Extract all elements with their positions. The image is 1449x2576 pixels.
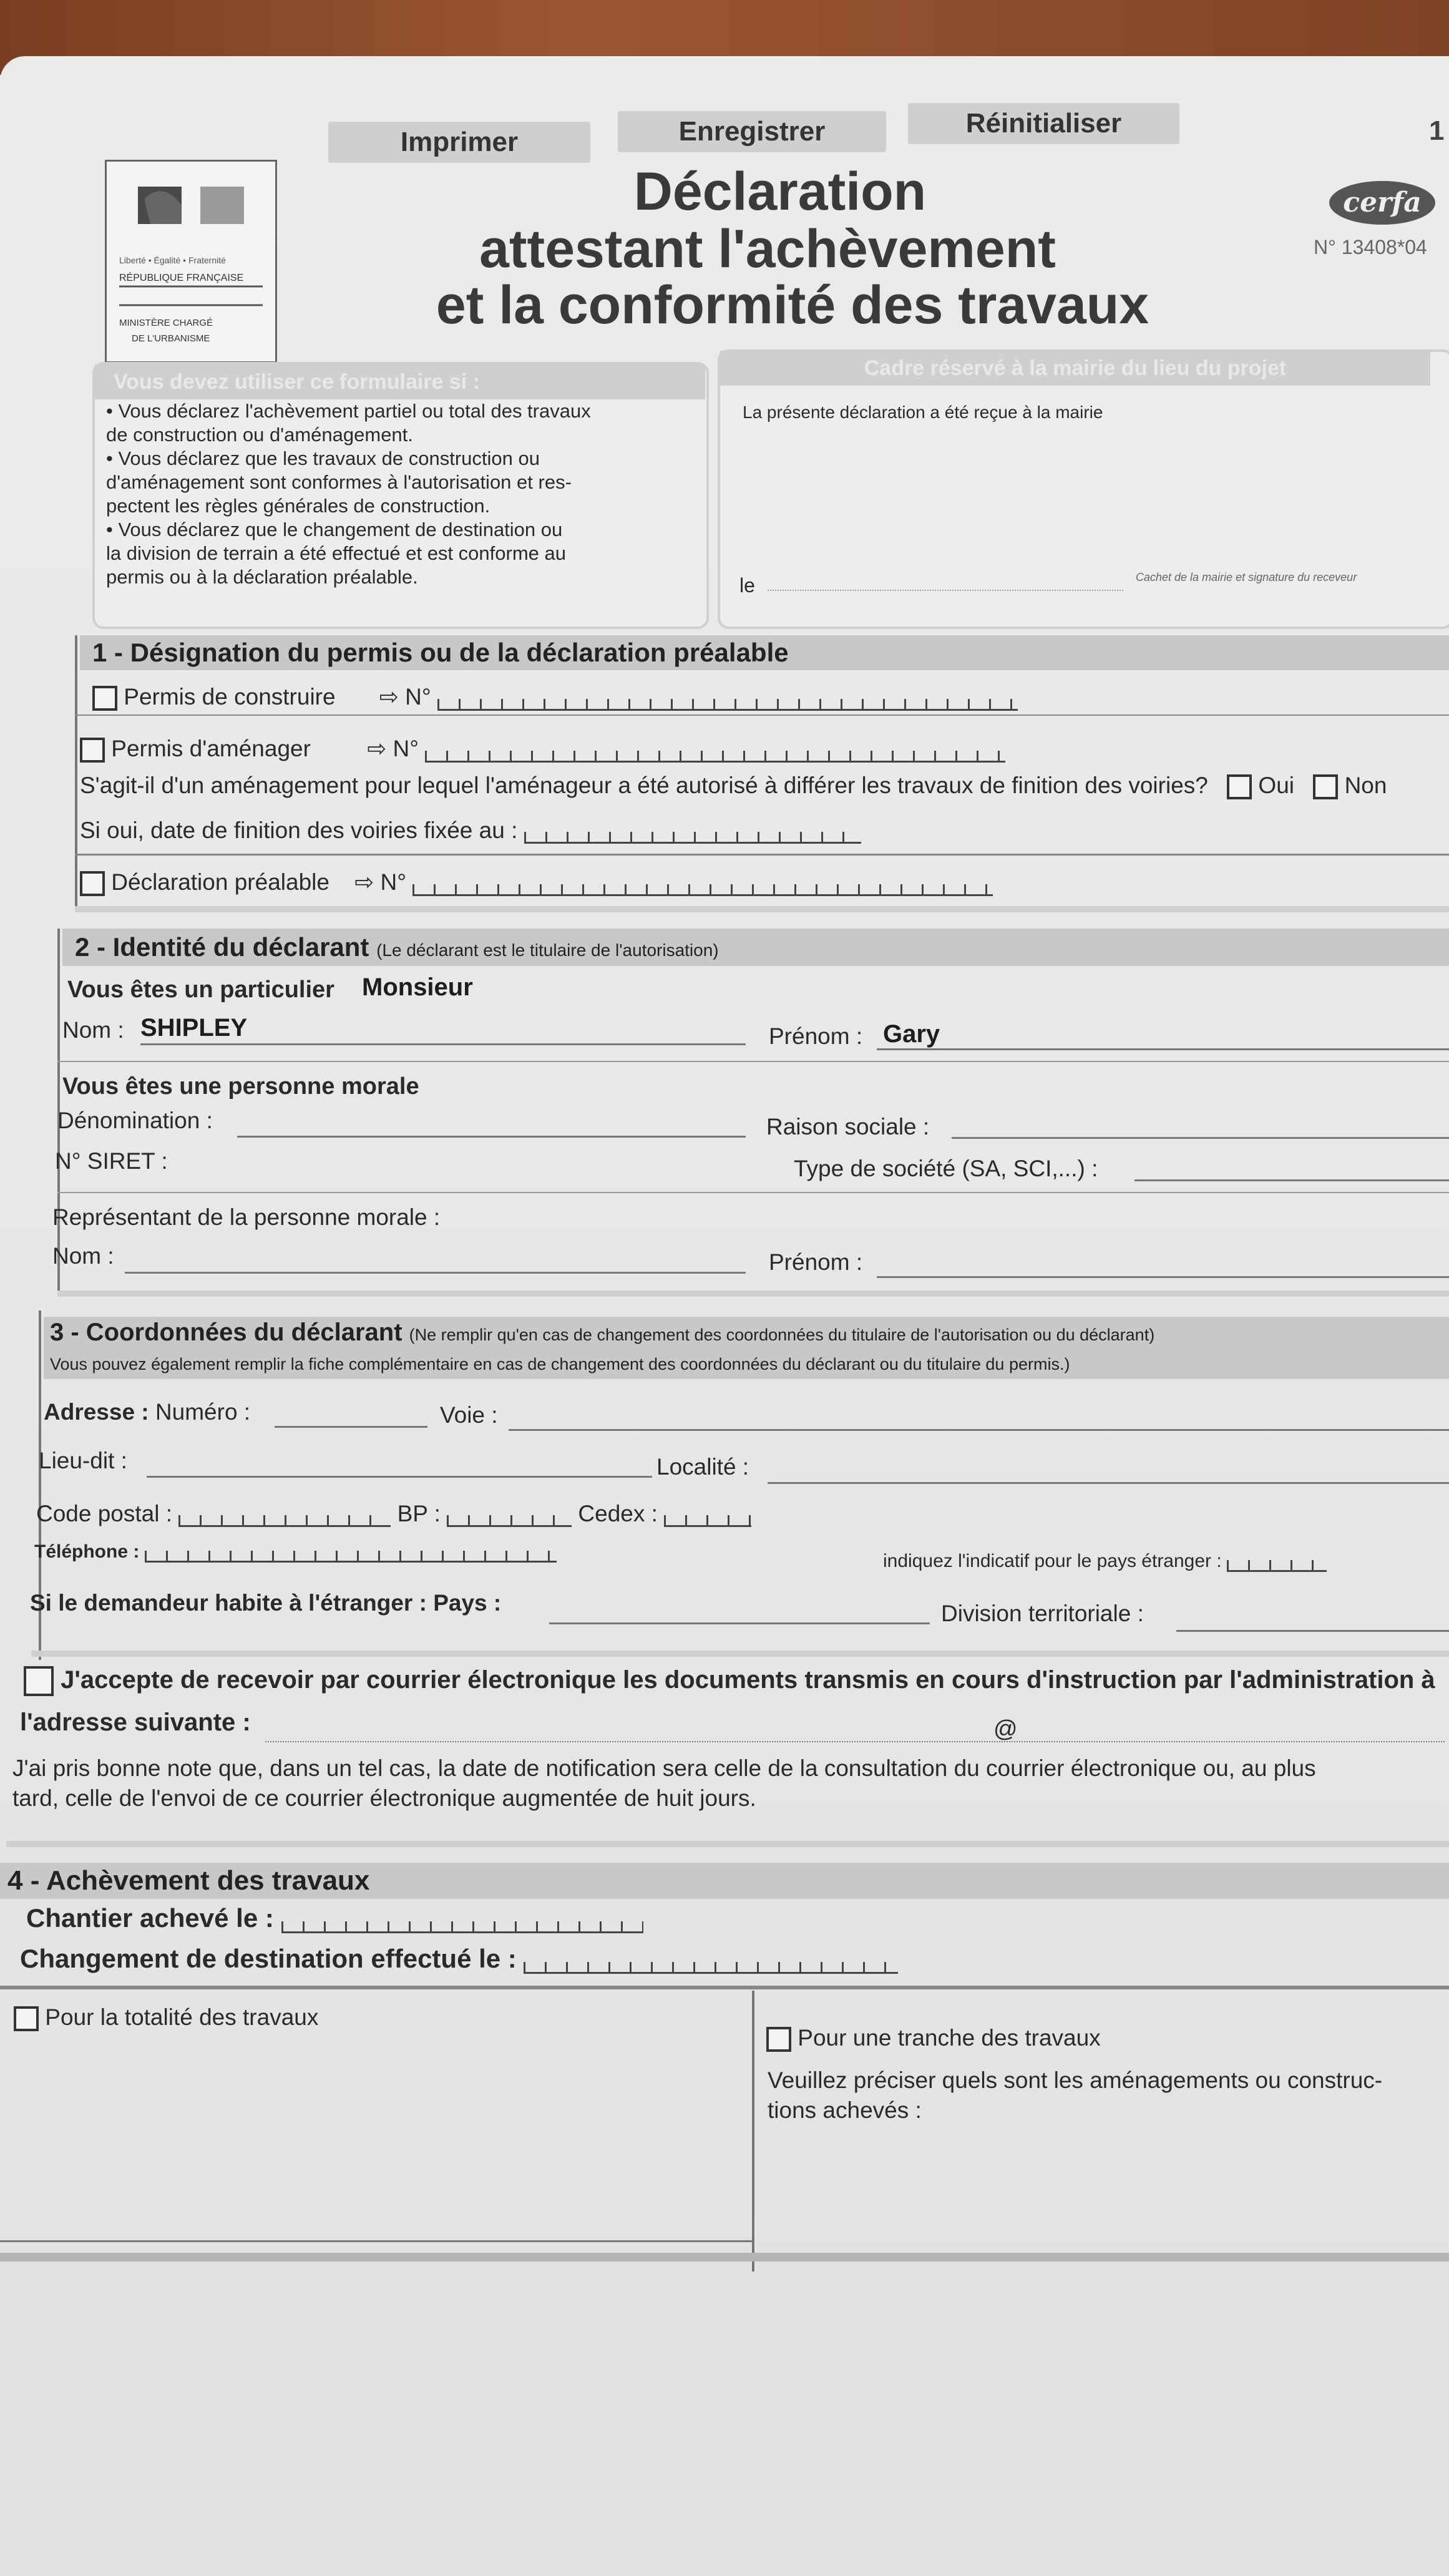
form-title-line3: et la conformité des travaux xyxy=(436,275,1149,335)
page-number: 1 xyxy=(1429,115,1445,146)
non-label: Non xyxy=(1344,773,1387,798)
oui-label: Oui xyxy=(1258,773,1294,798)
cerfa-number: N° 13408*04 xyxy=(1314,236,1427,258)
differer-question: S'agit-il d'un aménagement pour lequel l'aménageur a été autorisé à différer les travaux de finition des voiries? xyxy=(80,773,1208,798)
mairie-date-label: le xyxy=(739,574,755,597)
permis-construire-number-field[interactable] xyxy=(437,699,1018,711)
localite-line[interactable] xyxy=(768,1482,1449,1484)
tranche-instructions-line1: Veuillez préciser quels sont les aménagements ou construc- xyxy=(768,2067,1383,2093)
nom-value[interactable]: SHIPLEY xyxy=(140,1014,248,1042)
bp-field[interactable] xyxy=(447,1515,572,1527)
mairie-panel xyxy=(718,349,1449,629)
section1-title: 1 - Désignation du permis ou de la déclaration préalable xyxy=(80,635,1449,670)
divider xyxy=(75,854,1449,856)
prenom-label: Prénom : xyxy=(769,1023,863,1049)
rep-prenom-label: Prénom : xyxy=(769,1249,863,1275)
changement-row xyxy=(20,1944,898,1974)
permis-amenager-label: Permis d'aménager xyxy=(111,736,311,761)
chantier-acheve-row xyxy=(26,1903,643,1933)
section2-bottom-rule xyxy=(57,1290,1449,1297)
tranche-instructions-line2: tions achevés : xyxy=(768,2097,922,2123)
codepostal-row xyxy=(36,1501,751,1527)
civility-value: Monsieur xyxy=(362,973,473,1001)
mairie-received-text: La présente déclaration a été reçue à la mairie xyxy=(743,402,1103,422)
permis-amenager-checkbox[interactable] xyxy=(80,738,105,763)
usage-panel-heading: Vous devez utiliser ce formulaire si : xyxy=(95,364,705,399)
permis-construire-checkbox[interactable] xyxy=(92,686,117,711)
usage-bullet-4: d'aménagement sont conformes à l'autorisation et res- xyxy=(106,471,572,493)
section3-note2: Vous pouvez également remplir la fiche complémentaire en cas de changement des coordonnées du déclarant ou du titulaire du permis.) xyxy=(50,1355,1070,1373)
usage-bullet-2: de construction ou d'aménagement. xyxy=(106,424,413,446)
email-notice xyxy=(12,1754,1316,1813)
prenom-line xyxy=(877,1048,1449,1050)
email-notice-line1: J'ai pris bonne note que, dans un tel cas, la date de notification sera celle de la consultation du courrier électronique ou, au plus xyxy=(12,1755,1316,1781)
logo-ministry-2: DE L'URBANISME xyxy=(132,333,210,344)
etranger-label: Si le demandeur habite à l'étranger : Pays : xyxy=(30,1590,502,1616)
finition-date-row xyxy=(80,817,861,844)
nom-label: Nom : xyxy=(62,1017,124,1043)
differer-question-row xyxy=(80,773,1387,799)
non-checkbox[interactable] xyxy=(1313,774,1338,799)
section3-bottom-rule xyxy=(31,1651,1449,1657)
email-consent-text: J'accepte de recevoir par courrier électronique les documents transmis en cours d'instruction par l'administration à xyxy=(61,1666,1435,1694)
permis-construire-row[interactable] xyxy=(92,683,1018,711)
finition-date-field[interactable] xyxy=(524,832,861,844)
logo-republic: RÉPUBLIQUE FRANÇAISE xyxy=(119,273,244,283)
declaration-number-field[interactable] xyxy=(412,884,993,896)
bp-label: BP : xyxy=(397,1501,441,1526)
changement-date-field[interactable] xyxy=(524,1962,898,1974)
arrow-number-label: ⇨ N° xyxy=(367,736,419,761)
email-address-label: l'adresse suivante : xyxy=(20,1709,251,1736)
telephone-field[interactable] xyxy=(145,1551,557,1563)
type-societe-label: Type de société (SA, SCI,...) : xyxy=(794,1156,1098,1181)
totalite-checkbox[interactable] xyxy=(14,2006,39,2031)
changement-label: Changement de destination effectué le : xyxy=(20,1944,517,1973)
particulier-label: Vous êtes un particulier xyxy=(67,977,334,1003)
mairie-stamp-text: Cachet de la mairie et signature du receveur xyxy=(1136,571,1357,583)
usage-bullet-3: • Vous déclarez que les travaux de construction ou xyxy=(106,447,540,469)
tranche-label: Pour une tranche des travaux xyxy=(798,2025,1101,2051)
print-button[interactable]: Imprimer xyxy=(328,122,590,163)
arrow-number-label: ⇨ N° xyxy=(354,869,407,895)
localite-label: Localité : xyxy=(656,1454,749,1480)
denomination-line[interactable] xyxy=(237,1136,746,1138)
divider xyxy=(57,1192,1449,1193)
divider xyxy=(0,2240,752,2242)
oui-checkbox[interactable] xyxy=(1227,774,1252,799)
arrow-number-label: ⇨ N° xyxy=(379,684,431,710)
indicatif-label: indiquez l'indicatif pour le pays étranger : xyxy=(883,1551,1222,1571)
tranche-checkbox[interactable] xyxy=(766,2027,791,2052)
adresse-row xyxy=(44,1399,250,1425)
republic-logo xyxy=(105,160,277,363)
section2-title-bar xyxy=(62,929,1449,966)
section1-bottom-rule xyxy=(75,906,1449,912)
denomination-label: Dénomination : xyxy=(57,1108,213,1133)
division-line[interactable] xyxy=(1176,1630,1449,1632)
cedex-field[interactable] xyxy=(664,1515,751,1527)
lieudit-line[interactable] xyxy=(147,1476,652,1478)
indicatif-field[interactable] xyxy=(1227,1560,1327,1572)
finition-date-label: Si oui, date de finition des voiries fixée au : xyxy=(80,817,518,843)
section4-bottom-rule xyxy=(0,2253,1449,2261)
declaration-prealable-checkbox[interactable] xyxy=(80,871,105,896)
form-title-line1: Déclaration xyxy=(633,162,927,222)
usage-bullet-1: • Vous déclarez l'achèvement partiel ou total des travaux xyxy=(106,400,591,422)
section4-column-divider xyxy=(752,1991,754,2271)
numero-line[interactable] xyxy=(275,1426,427,1428)
section1-left-border xyxy=(75,635,77,910)
cerfa-logo: cerfa xyxy=(1329,181,1435,225)
permis-construire-label: Permis de construire xyxy=(124,684,336,710)
type-societe-line[interactable] xyxy=(1134,1179,1449,1181)
logo-ministry-1: MINISTÈRE CHARGÉ xyxy=(119,318,213,328)
section4-title: 4 - Achèvement des travaux xyxy=(0,1863,1449,1899)
section2-title: 2 - Identité du déclarant xyxy=(75,932,369,962)
cedex-label: Cedex : xyxy=(578,1501,658,1526)
prenom-value[interactable]: Gary xyxy=(883,1020,940,1048)
email-consent-checkbox[interactable] xyxy=(24,1666,54,1696)
totalite-label: Pour la totalité des travaux xyxy=(45,2004,319,2030)
email-consent-row[interactable] xyxy=(24,1666,1435,1696)
divider xyxy=(57,1061,1449,1062)
permis-amenager-row[interactable] xyxy=(80,735,1005,763)
usage-bullet-8: permis ou à la déclaration préalable. xyxy=(106,566,418,588)
personne-morale-label: Vous êtes une personne morale xyxy=(62,1073,419,1100)
voie-label: Voie : xyxy=(440,1402,498,1428)
totalite-row[interactable] xyxy=(14,2004,318,2031)
voie-line[interactable] xyxy=(509,1429,1449,1431)
usage-bullet-6: • Vous déclarez que le changement de destination ou xyxy=(106,519,563,540)
numero-label: Numéro : xyxy=(155,1399,251,1425)
siret-label: N° SIRET : xyxy=(55,1148,168,1174)
codepostal-field[interactable] xyxy=(178,1515,391,1527)
mairie-date-line xyxy=(768,590,1123,591)
divider xyxy=(75,715,1449,716)
section4-divider xyxy=(0,1986,1449,1989)
rep-nom-line[interactable] xyxy=(125,1272,746,1274)
lieudit-label: Lieu-dit : xyxy=(39,1448,127,1473)
declaration-prealable-row[interactable] xyxy=(80,869,993,896)
declaration-prealable-label: Déclaration préalable xyxy=(111,869,329,895)
consent-bottom-rule xyxy=(6,1841,1449,1847)
reset-button[interactable]: Réinitialiser xyxy=(908,103,1179,144)
usage-text xyxy=(106,399,699,589)
raison-sociale-line[interactable] xyxy=(952,1137,1449,1139)
email-notice-line2: tard, celle de l'envoi de ce courrier électronique augmentée de huit jours. xyxy=(12,1785,756,1811)
mairie-panel-heading: Cadre réservé à la mairie du lieu du projet xyxy=(720,351,1430,386)
section3-note: (Ne remplir qu'en cas de changement des coordonnées du titulaire de l'autorisation ou du déclarant) xyxy=(409,1325,1155,1344)
usage-bullet-7: la division de terrain a été effectué et est conforme au xyxy=(106,542,566,564)
telephone-label: Téléphone : xyxy=(34,1541,140,1562)
logo-motto: Liberté • Égalité • Fraternité xyxy=(119,255,226,265)
codepostal-label: Code postal : xyxy=(36,1501,173,1526)
raison-sociale-label: Raison sociale : xyxy=(766,1114,930,1139)
rep-prenom-line[interactable] xyxy=(877,1276,1449,1278)
section2-subtitle: (Le déclarant est le titulaire de l'autorisation) xyxy=(376,940,719,960)
form-title-line2: attestant l'achèvement xyxy=(479,219,1056,279)
section3-title-bar xyxy=(44,1317,1449,1379)
adresse-label: Adresse : xyxy=(44,1399,149,1425)
nom-line xyxy=(140,1043,746,1045)
tranche-row[interactable] xyxy=(766,2025,1101,2052)
section3-title: 3 - Coordonnées du déclarant xyxy=(50,1319,402,1346)
chantier-acheve-label: Chantier achevé le : xyxy=(26,1903,274,1933)
email-address-line[interactable] xyxy=(265,1741,1445,1742)
usage-bullet-5: pectent les règles générales de construction. xyxy=(106,495,490,517)
at-sign: @ xyxy=(993,1716,1018,1742)
save-button[interactable]: Enregistrer xyxy=(618,111,886,152)
division-label: Division territoriale : xyxy=(941,1601,1144,1626)
representant-label: Représentant de la personne morale : xyxy=(52,1204,441,1230)
pays-line[interactable] xyxy=(549,1622,930,1624)
chantier-date-field[interactable] xyxy=(281,1921,643,1933)
rep-nom-label: Nom : xyxy=(52,1243,114,1269)
telephone-row xyxy=(34,1541,557,1563)
indicatif-row xyxy=(883,1551,1327,1572)
tranche-instructions xyxy=(768,2066,1382,2125)
permis-amenager-number-field[interactable] xyxy=(425,751,1005,763)
